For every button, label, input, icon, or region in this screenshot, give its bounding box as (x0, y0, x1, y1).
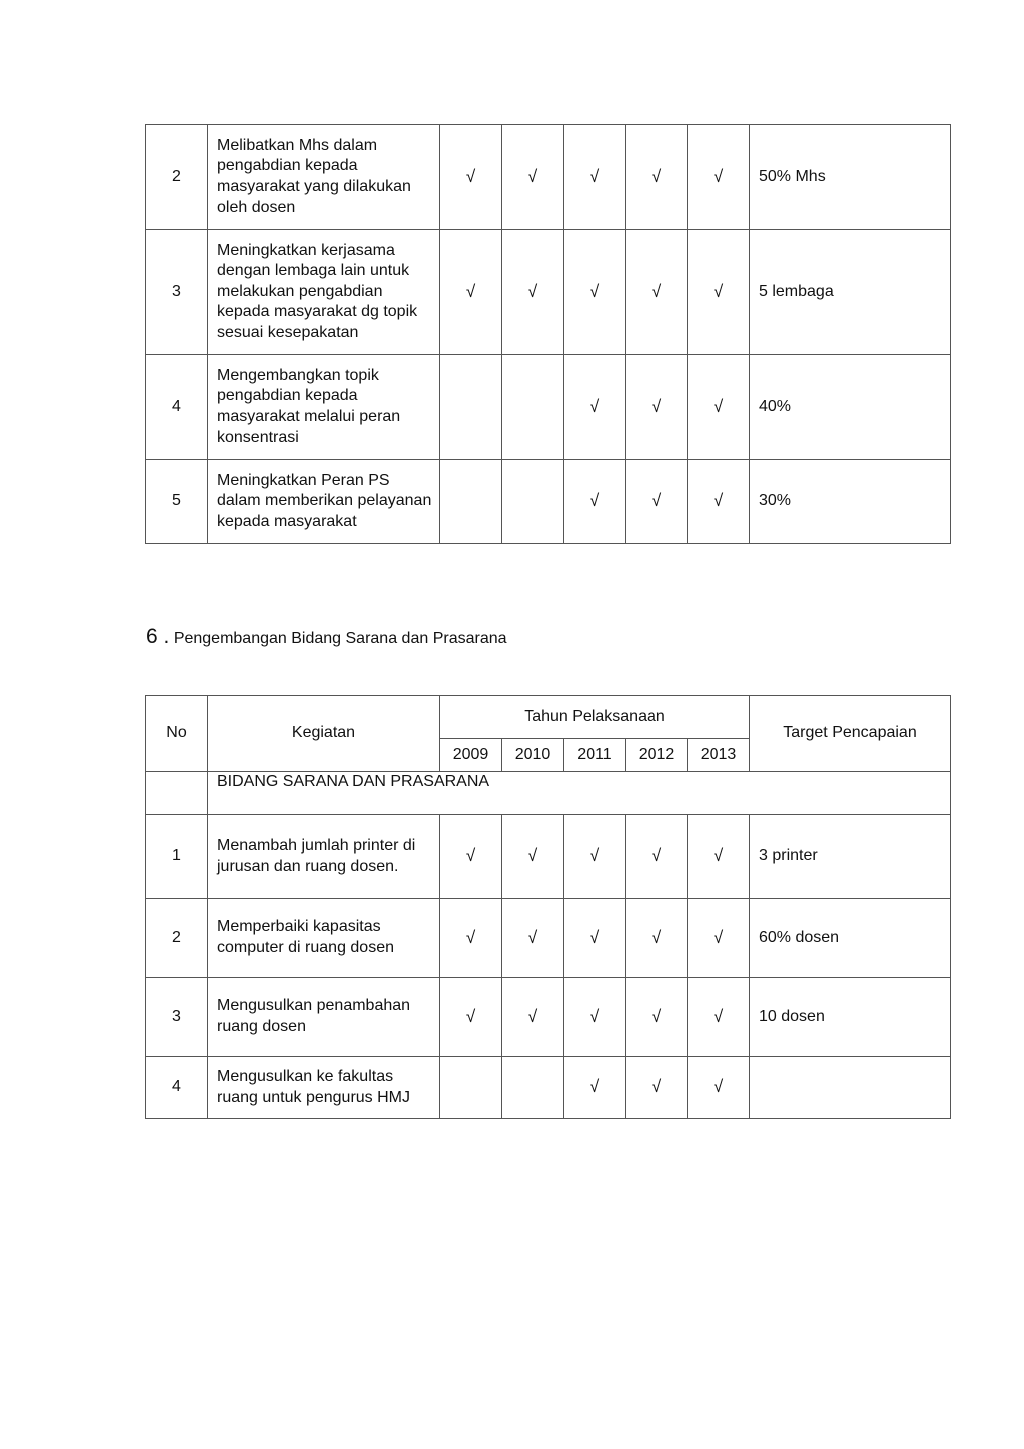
year-check: √ (564, 1057, 626, 1119)
year-check: √ (688, 125, 750, 230)
header-year: 2012 (626, 739, 688, 772)
year-check: √ (564, 355, 626, 460)
activity-table-continued (145, 124, 951, 544)
year-check: √ (626, 125, 688, 230)
section-label: BIDANG SARANA DAN PRASARANA (208, 772, 951, 815)
row-number: 2 (146, 125, 208, 230)
year-check: √ (626, 978, 688, 1057)
year-check: √ (440, 978, 502, 1057)
header-year: 2013 (688, 739, 750, 772)
activity-text: Meningkatkan kerjasama dengan lembaga lain untuk melakukan pengabdian kepada masyarakat dg topik sesuai kesepakatan (208, 230, 440, 355)
year-check: √ (440, 899, 502, 978)
table-row (146, 899, 951, 978)
target-value: 3 printer (750, 815, 951, 899)
header-year: 2011 (564, 739, 626, 772)
target-value: 40% (750, 355, 951, 460)
section-row (146, 772, 951, 815)
year-check: √ (688, 815, 750, 899)
target-value: 10 dosen (750, 978, 951, 1057)
year-check: √ (564, 230, 626, 355)
header-kegiatan: Kegiatan (208, 696, 440, 772)
year-check: √ (502, 978, 564, 1057)
facilities-activity-table (145, 695, 951, 1119)
table-row (146, 125, 951, 230)
year-check (502, 460, 564, 544)
activity-text: Meningkatkan Peran PS dalam memberikan pelayanan kepada masyarakat (208, 460, 440, 544)
table-row (146, 1057, 951, 1119)
table-row (146, 460, 951, 544)
year-check: √ (688, 899, 750, 978)
year-check: √ (626, 355, 688, 460)
section-heading (146, 625, 507, 649)
activity-text: Mengusulkan ke fakultas ruang untuk pengurus HMJ (208, 1057, 440, 1119)
row-number: 4 (146, 355, 208, 460)
target-value: 60% dosen (750, 899, 951, 978)
year-check: √ (502, 125, 564, 230)
year-check: √ (564, 125, 626, 230)
year-check: √ (502, 230, 564, 355)
row-number: 3 (146, 230, 208, 355)
activity-text: Melibatkan Mhs dalam pengabdian kepada masyarakat yang dilakukan oleh dosen (208, 125, 440, 230)
activity-text: Mengusulkan penambahan ruang dosen (208, 978, 440, 1057)
year-check (502, 1057, 564, 1119)
target-value: 30% (750, 460, 951, 544)
row-number: 4 (146, 1057, 208, 1119)
year-check: √ (626, 815, 688, 899)
year-check: √ (626, 899, 688, 978)
year-check: √ (688, 978, 750, 1057)
header-year: 2009 (440, 739, 502, 772)
empty-cell (146, 772, 208, 815)
table-row (146, 230, 951, 355)
target-value (750, 1057, 951, 1119)
table-row (146, 978, 951, 1057)
year-check (440, 355, 502, 460)
year-check (440, 460, 502, 544)
row-number: 1 (146, 815, 208, 899)
year-check: √ (564, 978, 626, 1057)
activity-text: Mengembangkan topik pengabdian kepada masyarakat melalui peran konsentrasi (208, 355, 440, 460)
year-check: √ (440, 815, 502, 899)
row-number: 2 (146, 899, 208, 978)
header-year: 2010 (502, 739, 564, 772)
year-check (440, 1057, 502, 1119)
year-check: √ (502, 899, 564, 978)
activity-text: Memperbaiki kapasitas computer di ruang dosen (208, 899, 440, 978)
activity-text: Menambah jumlah printer di jurusan dan ruang dosen. (208, 815, 440, 899)
target-value: 5 lembaga (750, 230, 951, 355)
header-no: No (146, 696, 208, 772)
year-check: √ (688, 230, 750, 355)
year-check (502, 355, 564, 460)
section-title: Pengembangan Bidang Sarana dan Prasarana (173, 630, 507, 647)
year-check: √ (626, 1057, 688, 1119)
target-value: 50% Mhs (750, 125, 951, 230)
year-check: √ (564, 460, 626, 544)
year-check: √ (440, 230, 502, 355)
section-number: 6 . (146, 625, 170, 648)
year-check: √ (626, 460, 688, 544)
year-check: √ (564, 815, 626, 899)
year-check: √ (688, 460, 750, 544)
year-check: √ (688, 1057, 750, 1119)
table-row (146, 355, 951, 460)
row-number: 3 (146, 978, 208, 1057)
header-tahun-pelaksanaan: Tahun Pelaksanaan (440, 696, 750, 739)
table-row (146, 815, 951, 899)
year-check: √ (688, 355, 750, 460)
year-check: √ (502, 815, 564, 899)
row-number: 5 (146, 460, 208, 544)
header-target: Target Pencapaian (750, 696, 951, 772)
year-check: √ (440, 125, 502, 230)
year-check: √ (626, 230, 688, 355)
year-check: √ (564, 899, 626, 978)
header-row (146, 696, 951, 739)
